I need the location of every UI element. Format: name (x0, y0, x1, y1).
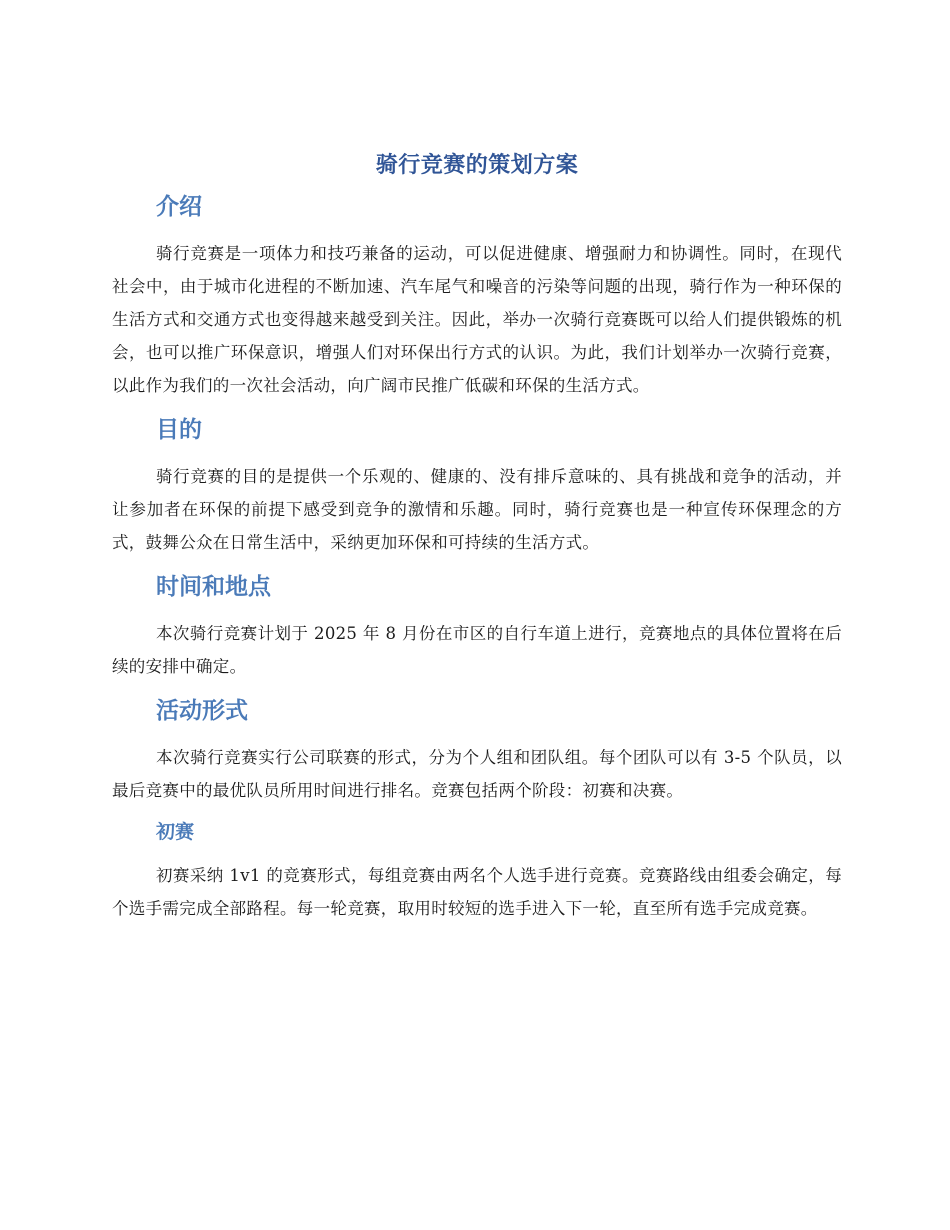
section-paragraph-time-location: 本次骑行竞赛计划于 2025 年 8 月份在市区的自行车道上进行，竞赛地点的具体位置将在后续的安排中确定。 (112, 624, 842, 676)
section-paragraph-activity-format: 本次骑行竞赛实行公司联赛的形式，分为个人组和团队组。每个团队可以有 3-5 个队员，以最后竞赛中的最优队员所用时间进行排名。竞赛包括两个阶段：初赛和决赛。 (112, 748, 842, 800)
section-paragraph-purpose: 骑行竞赛的目的是提供一个乐观的、健康的、没有排斥意味的、具有挑战和竞争的活动，并让参加者在环保的前提下感受到竞争的激情和乐趣。同时，骑行竞赛也是一种宣传环保理念的方式，鼓舞公众在日常生活中，采纳更加环保和可持续的生活方式。 (112, 467, 842, 552)
subsection-paragraph-preliminary-round: 初赛采纳 1v1 的竞赛形式，每组竞赛由两名个人选手进行竞赛。竞赛路线由组委会确定，每个选手需完成全部路程。每一轮竞赛，取用时较短的选手进入下一轮，直至所有选手完成竞赛。 (112, 866, 842, 918)
section-time-location (112, 569, 842, 683)
section-heading-activity-format: 活动形式 (156, 698, 248, 724)
section-heading-purpose: 目的 (156, 417, 202, 443)
document-page (112, 148, 842, 935)
subsection-heading-preliminary-round: 初赛 (156, 821, 195, 843)
section-introduction (112, 189, 842, 402)
section-purpose (112, 412, 842, 559)
document-title: 骑行竞赛的策划方案 (375, 153, 579, 178)
section-paragraph-introduction: 骑行竞赛是一项体力和技巧兼备的运动，可以促进健康、增强耐力和协调性。同时，在现代社会中，由于城市化进程的不断加速、汽车尾气和噪音的污染等问题的出现，骑行作为一种环保的生活方式和交通方式也变得越来越受到关注。因此，举办一次骑行竞赛既可以给人们提供锻炼的机会，也可以推广环保意识，增强人们对环保出行方式的认识。为此，我们计划举办一次骑行竞赛，以此作为我们的一次社会活动，向广阔市民推广低碳和环保的生活方式。 (112, 244, 842, 395)
section-heading-introduction: 介绍 (156, 194, 202, 220)
section-preliminary-round (112, 817, 842, 925)
section-heading-time-location: 时间和地点 (156, 574, 271, 600)
section-activity-format (112, 693, 842, 807)
